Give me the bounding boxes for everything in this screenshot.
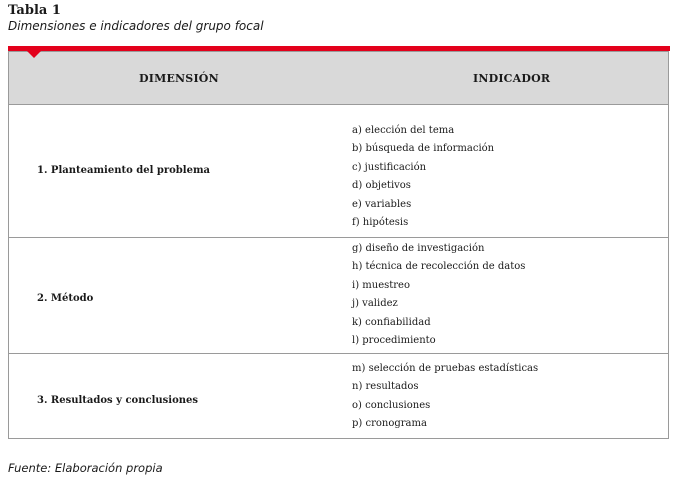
list-item: e) variables (352, 198, 412, 210)
indicator-list (352, 240, 525, 350)
list-item: g) diseño de investigación (352, 243, 485, 254)
list-item: p) cronograma (352, 418, 427, 430)
table-row (9, 104, 668, 238)
table-caption-title: Dimensiones e indicadores del grupo focal (8, 19, 264, 33)
dimension-label: 1. Planteamiento del problema (37, 165, 211, 176)
list-item: f) hipótesis (352, 217, 409, 229)
table-row (9, 238, 668, 354)
indicator-list (352, 360, 538, 434)
list-item: d) objetivos (352, 180, 411, 192)
table-header (9, 52, 668, 105)
list-item: b) búsqueda de información (352, 143, 495, 155)
table-row (9, 354, 668, 438)
list-item: m) selección de pruebas estadísticas (352, 363, 539, 374)
header-dimension: DIMENSIÓN (139, 72, 219, 85)
table-caption-number: Tabla 1 (8, 3, 61, 18)
list-item: c) justificación (352, 161, 427, 173)
list-item: h) técnica de recolección de datos (352, 261, 526, 273)
list-item: k) confiabilidad (352, 316, 431, 328)
list-item: a) elección del tema (352, 125, 455, 136)
dimension-label: 3. Resultados y conclusiones (37, 395, 199, 406)
data-table (8, 51, 669, 439)
list-item: j) validez (352, 298, 398, 310)
indicator-list (352, 122, 494, 232)
list-item: i) muestreo (352, 279, 410, 291)
red-accent-tab (27, 51, 41, 58)
header-indicator: INDICADOR (473, 72, 551, 85)
dimension-label: 2. Método (37, 293, 94, 304)
list-item: o) conclusiones (352, 399, 431, 411)
table-source-note: Fuente: Elaboración propia (8, 461, 163, 475)
list-item: n) resultados (352, 381, 419, 393)
list-item: l) procedimiento (352, 335, 436, 347)
